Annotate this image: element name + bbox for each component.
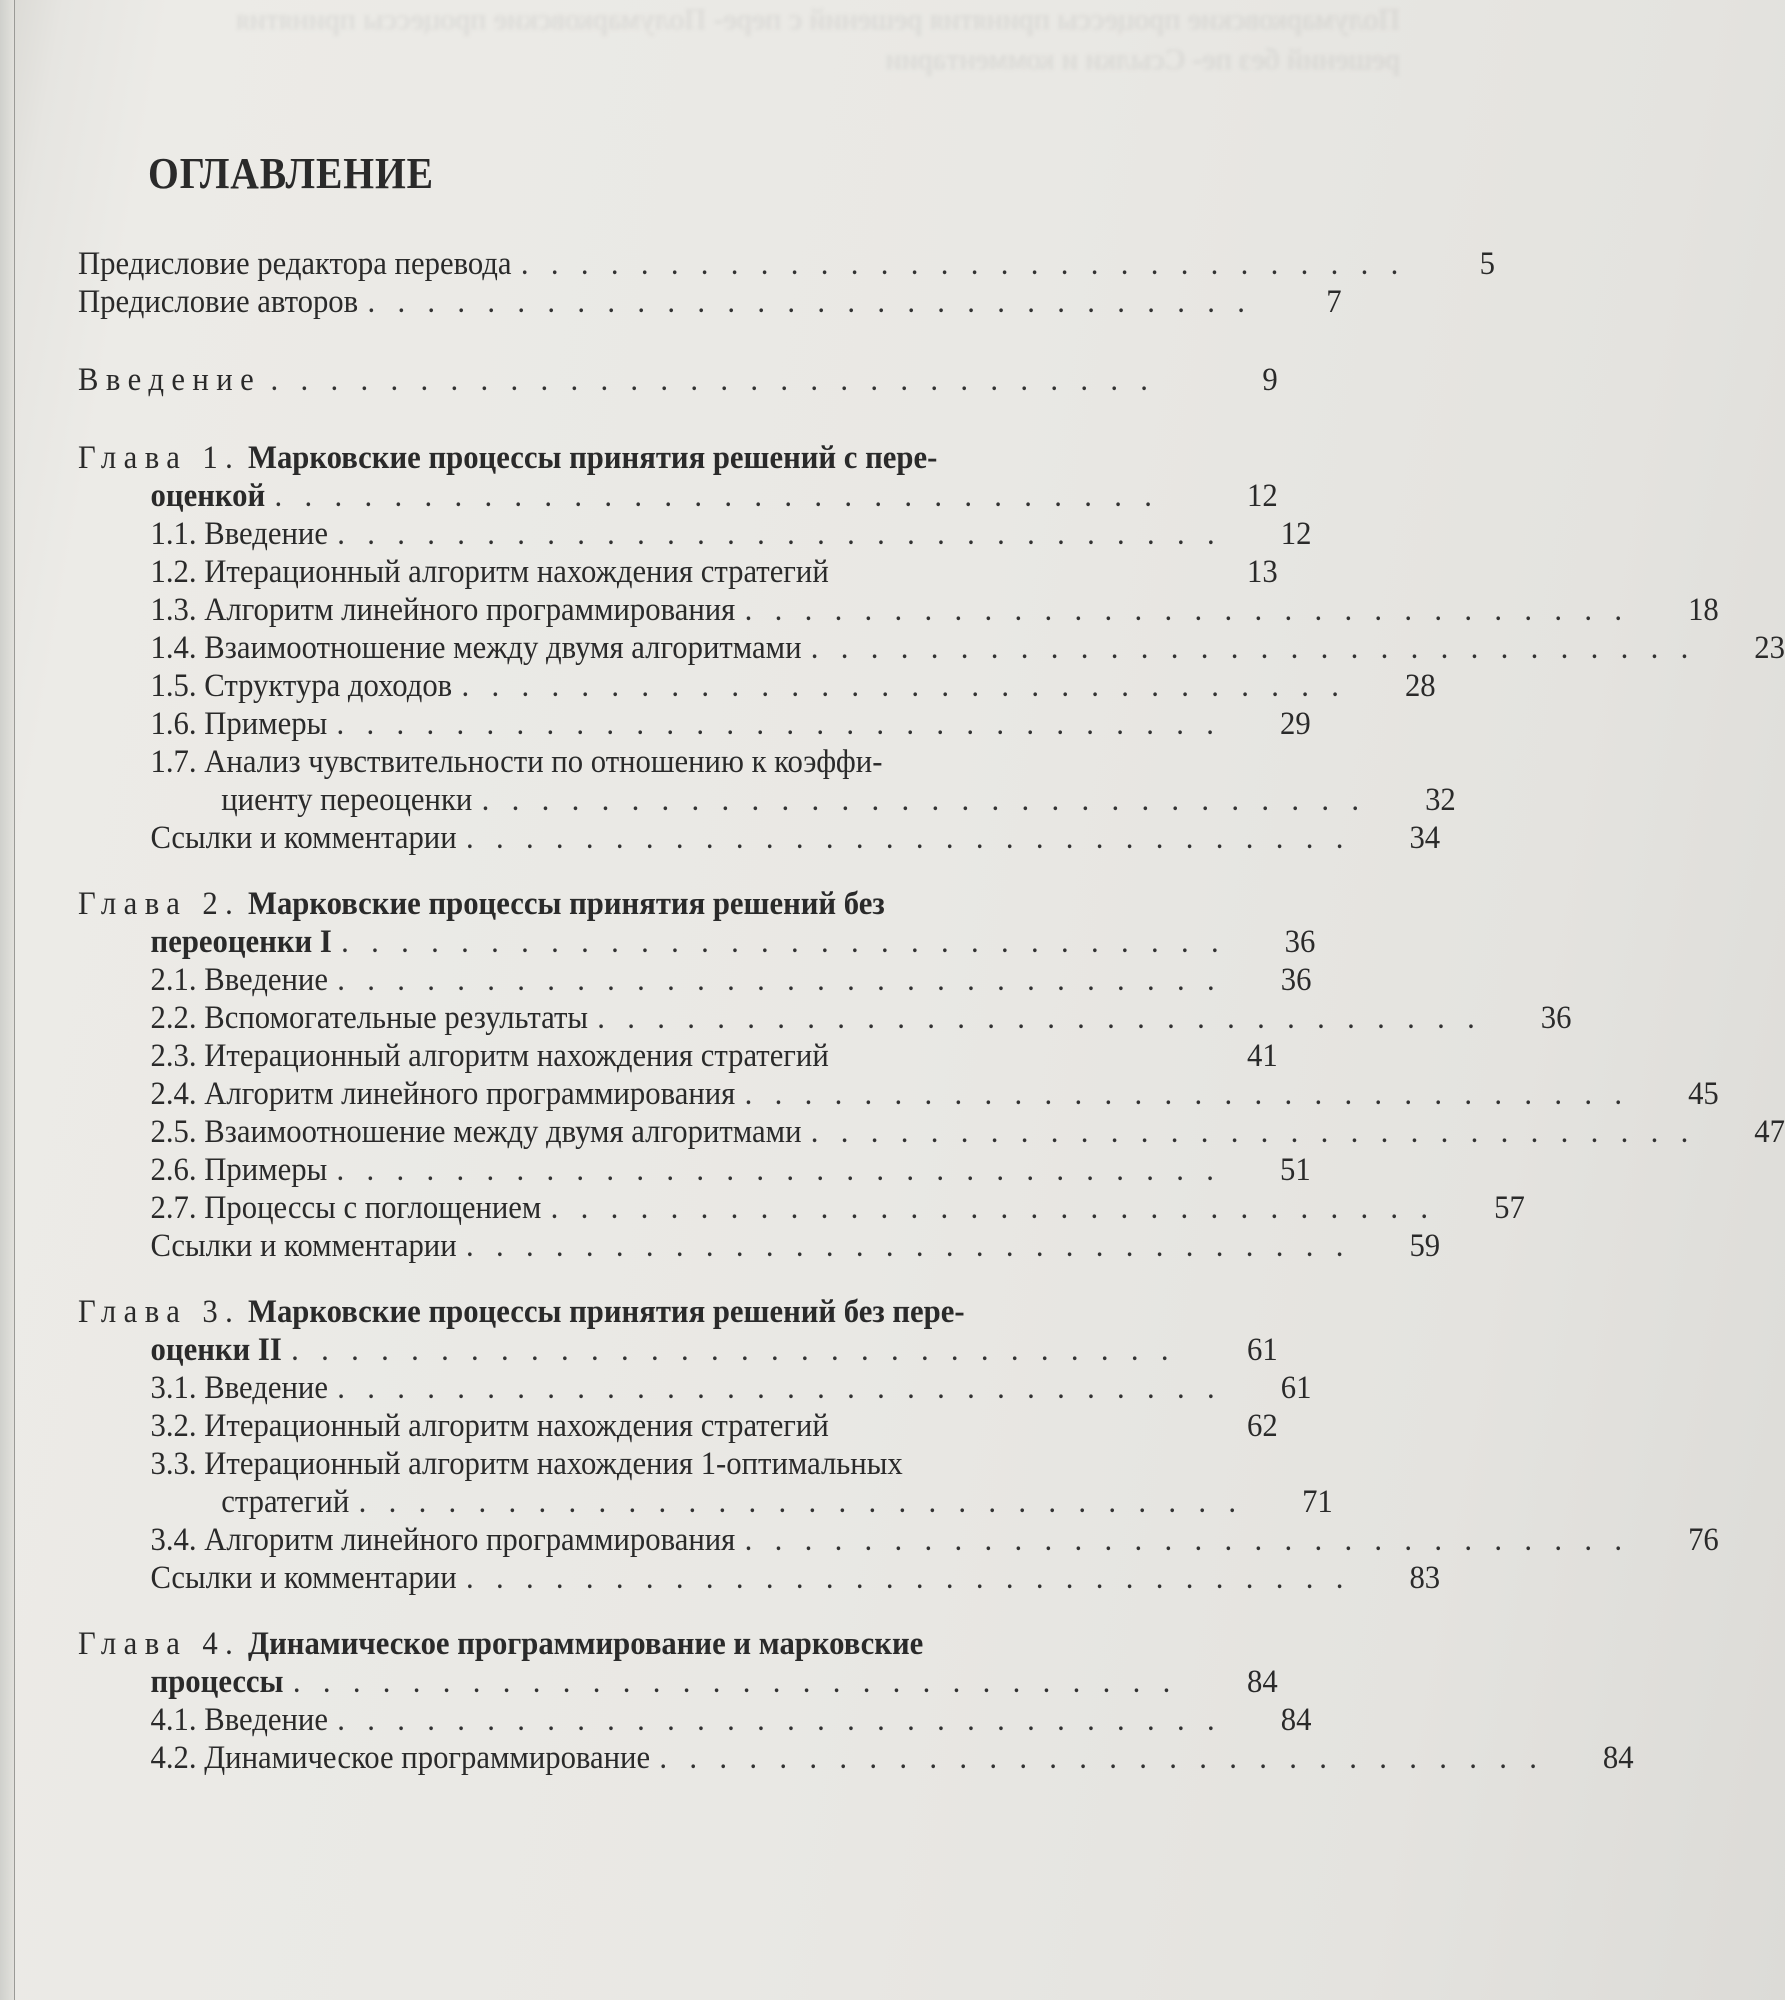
chapter-title-cont: переоценки I xyxy=(150,924,332,960)
section-page: 83 xyxy=(1409,1560,1441,1596)
entry-label: Введение xyxy=(78,362,262,398)
section-entry[interactable] xyxy=(78,591,1719,629)
chapter-page: 84 xyxy=(1247,1664,1278,1700)
chapter-heading-cont[interactable] xyxy=(78,1331,1278,1369)
chapter-heading[interactable] xyxy=(78,1625,1278,1663)
chapter-title: Марковские процессы принятия решений без пере- xyxy=(247,1294,965,1330)
section-entry[interactable] xyxy=(78,1189,1525,1227)
chapter-title: Динамическое программирование и марковские xyxy=(247,1626,924,1662)
section-entry[interactable] xyxy=(78,819,1441,857)
entry-label: Предисловие авторов xyxy=(78,284,359,320)
section-page: 41 xyxy=(1247,1038,1278,1074)
section-entry[interactable] xyxy=(78,553,1278,591)
entry-page: 9 xyxy=(1262,362,1278,398)
chapter-page: 61 xyxy=(1247,1332,1278,1368)
section-page: 18 xyxy=(1688,592,1719,628)
leader-dots: .............................. xyxy=(292,1664,1193,1700)
chapter-prefix: Глава 4. xyxy=(78,1626,241,1662)
section-page: 59 xyxy=(1409,1228,1441,1264)
chapter-title: Марковские процессы принятия решений без xyxy=(247,886,885,922)
chapter-heading[interactable] xyxy=(78,439,1278,477)
leader-dots: .............................. xyxy=(659,1740,1560,1776)
section-entry[interactable] xyxy=(78,743,1278,781)
section-page: 36 xyxy=(1280,962,1312,998)
leader-dots: .............................. xyxy=(274,478,1175,514)
section-entry[interactable] xyxy=(78,1407,1278,1445)
leader-dots: .............................. xyxy=(367,284,1268,320)
section-page: 36 xyxy=(1540,1000,1572,1036)
section-page: 13 xyxy=(1247,554,1278,590)
section-label: 2.1. Введение xyxy=(150,962,328,998)
section-label: 4.1. Введение xyxy=(150,1702,328,1738)
section-page: 23 xyxy=(1754,630,1785,666)
leader-dots: .............................. xyxy=(744,1522,1645,1558)
section-page: 71 xyxy=(1302,1484,1333,1520)
section-page: 28 xyxy=(1404,668,1436,704)
section-label: Ссылки и комментарии xyxy=(150,820,457,856)
section-label: 3.3. Итерационный алгоритм нахождения 1-оптимальных xyxy=(150,1446,903,1482)
leader-dots: .............................. xyxy=(358,1484,1259,1520)
chapter-prefix: Глава 3. xyxy=(78,1294,241,1330)
leader-dots: .............................. xyxy=(810,630,1711,666)
section-entry-cont[interactable] xyxy=(78,1483,1333,1521)
leader-dots: .............................. xyxy=(337,1370,1238,1406)
section-entry[interactable] xyxy=(78,1739,1634,1777)
section-entry[interactable] xyxy=(78,1037,1278,1075)
chapter-heading[interactable] xyxy=(78,1293,1278,1331)
chapter-title-cont: оценкой xyxy=(150,478,266,514)
entry-page: 7 xyxy=(1326,284,1342,320)
page-edge xyxy=(0,0,15,2000)
section-page: 45 xyxy=(1688,1076,1719,1112)
leader-dots: .............................. xyxy=(465,1560,1366,1596)
chapter-heading-cont[interactable] xyxy=(78,1663,1278,1701)
section-entry[interactable] xyxy=(78,1559,1441,1597)
section-label: 1.7. Анализ чувствительности по отношению к коэффи- xyxy=(150,744,883,780)
section-entry[interactable] xyxy=(78,1369,1312,1407)
leader-dots: .............................. xyxy=(465,1228,1366,1264)
section-entry[interactable] xyxy=(78,705,1311,743)
chapter-prefix: Глава 1. xyxy=(78,440,241,476)
leader-dots: .............................. xyxy=(270,362,1171,398)
section-label: 4.2. Динамическое программирование xyxy=(150,1740,651,1776)
section-label: 2.4. Алгоритм линейного программирования xyxy=(150,1076,736,1112)
section-entry[interactable] xyxy=(78,515,1312,553)
leader-dots: .............................. xyxy=(481,782,1382,818)
toc-entry[interactable] xyxy=(78,283,1342,321)
section-label: 3.1. Введение xyxy=(150,1370,328,1406)
section-label-cont: стратегий xyxy=(221,1484,350,1520)
section-entry[interactable] xyxy=(78,629,1785,667)
section-entry[interactable] xyxy=(78,961,1312,999)
section-entry[interactable] xyxy=(78,999,1572,1037)
chapter-title: Марковские процессы принятия решений с пере- xyxy=(247,440,938,476)
section-entry[interactable] xyxy=(78,1701,1312,1739)
section-label: 3.4. Алгоритм линейного программирования xyxy=(150,1522,736,1558)
section-page: 32 xyxy=(1425,782,1456,818)
section-page: 84 xyxy=(1280,1702,1312,1738)
chapter-heading-cont[interactable] xyxy=(78,923,1316,961)
section-page: 84 xyxy=(1602,1740,1634,1776)
chapter-heading[interactable] xyxy=(78,885,1278,923)
leader-dots: .............................. xyxy=(341,924,1241,960)
chapter-title-cont: процессы xyxy=(150,1664,284,1700)
leader-dots: .............................. xyxy=(461,668,1362,704)
leader-dots: .............................. xyxy=(597,1000,1498,1036)
section-label: 2.2. Вспомогательные результаты xyxy=(150,1000,589,1036)
leader-dots: .............................. xyxy=(337,962,1238,998)
section-label: 1.6. Примеры xyxy=(150,706,328,742)
section-label: Ссылки и комментарии xyxy=(150,1228,457,1264)
section-entry[interactable] xyxy=(78,667,1436,705)
chapter-title-cont: оценки II xyxy=(150,1332,282,1368)
section-page: 29 xyxy=(1279,706,1311,742)
section-label: 1.3. Алгоритм линейного программирования xyxy=(150,592,736,628)
entry-page: 5 xyxy=(1479,246,1496,282)
section-page: 62 xyxy=(1247,1408,1278,1444)
section-label: 1.5. Структура доходов xyxy=(150,668,453,704)
section-entry[interactable] xyxy=(78,1227,1441,1265)
section-label: 2.3. Итерационный алгоритм нахождения стратегий xyxy=(150,1038,829,1074)
leader-dots: .............................. xyxy=(520,246,1421,282)
chapter-heading-cont[interactable] xyxy=(78,477,1278,515)
leader-dots: .............................. xyxy=(810,1114,1711,1150)
section-label-cont: циенту переоценки xyxy=(221,782,473,818)
leader-dots: .............................. xyxy=(465,820,1366,856)
section-label: 1.4. Взаимоотношение между двумя алгоритмами xyxy=(150,630,802,666)
leader-dots: .............................. xyxy=(336,706,1237,742)
section-entry[interactable] xyxy=(78,1521,1719,1559)
section-label: 2.6. Примеры xyxy=(150,1152,328,1188)
section-label: 2.7. Процессы с поглощением xyxy=(150,1190,542,1226)
section-entry[interactable] xyxy=(78,1075,1719,1113)
section-page: 51 xyxy=(1279,1152,1311,1188)
section-page: 76 xyxy=(1688,1522,1719,1558)
section-page: 34 xyxy=(1409,820,1441,856)
section-page: 61 xyxy=(1280,1370,1312,1406)
toc-entry[interactable] xyxy=(78,245,1496,283)
section-label: 2.5. Взаимоотношение между двумя алгоритмами xyxy=(150,1114,802,1150)
section-label: 1.1. Введение xyxy=(150,516,328,552)
bleed-through-text: Полумарковские процессы принятия решений с пере- Полумарковские процессы принятия решений без пе- Ссылки и комментарии xyxy=(235,3,1400,76)
chapter-page: 12 xyxy=(1247,478,1278,514)
leader-dots: .............................. xyxy=(291,1332,1191,1368)
section-entry[interactable] xyxy=(78,1113,1785,1151)
leader-dots: .............................. xyxy=(744,592,1645,628)
table-of-contents xyxy=(78,245,1785,1777)
leader-dots: .............................. xyxy=(337,1702,1238,1738)
entry-label: Предисловие редактора перевода xyxy=(78,246,512,282)
leader-dots: .............................. xyxy=(337,516,1238,552)
chapter-page: 36 xyxy=(1284,924,1316,960)
page-title: ОГЛАВЛЕНИЕ xyxy=(148,149,434,198)
section-entry[interactable] xyxy=(78,1445,1278,1483)
leader-dots: .............................. xyxy=(744,1076,1645,1112)
section-page: 47 xyxy=(1754,1114,1785,1150)
section-entry-cont[interactable] xyxy=(78,781,1456,819)
section-label: 3.2. Итерационный алгоритм нахождения стратегий xyxy=(150,1408,829,1444)
leader-dots: .............................. xyxy=(550,1190,1451,1226)
section-entry[interactable] xyxy=(78,1151,1311,1189)
leader-dots: .............................. xyxy=(336,1152,1237,1188)
section-label: Ссылки и комментарии xyxy=(150,1560,457,1596)
section-page: 12 xyxy=(1280,516,1312,552)
chapter-prefix: Глава 2. xyxy=(78,886,241,922)
toc-entry[interactable] xyxy=(78,361,1278,399)
section-label: 1.2. Итерационный алгоритм нахождения стратегий xyxy=(150,554,829,590)
section-page: 57 xyxy=(1494,1190,1525,1226)
